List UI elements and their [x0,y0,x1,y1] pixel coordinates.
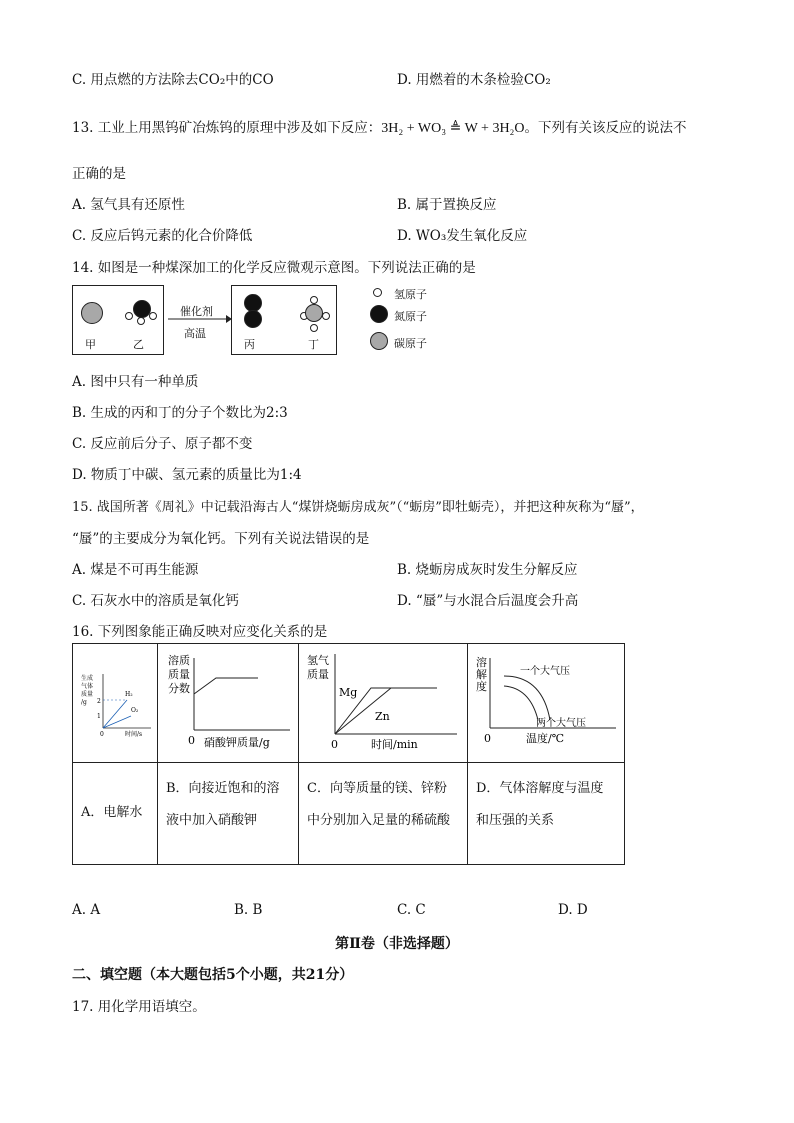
graph-a-ylabel: 生成气体质量/g [81,675,94,706]
graph-d-series-1atm: 一个大气压 [520,666,570,677]
q14-option-b: B. 生成的丙和丁的分子个数比为2:3 [72,405,288,421]
graph-d-cell [468,644,625,763]
legend-hydrogen-label: 氢原子 [394,288,427,301]
hydrogen-atom [322,312,330,320]
graph-a-series-h2: H₂ [125,691,133,698]
graph-c-ylabel-1: 氢气 [307,654,329,667]
graph-a-ytick-1: 1 [97,713,101,720]
q13-stem [72,116,687,137]
graph-c-xlabel: 时间/min [371,738,418,751]
q16-graph-table [72,643,625,865]
label-ding: 丁 [308,338,319,351]
q15-option-b: B. 烧蛎房成灰时发生分解反应 [397,562,578,578]
hydrogen-atom [310,324,318,332]
q16-option-d: D. D [558,902,588,918]
graph-a-series-o2: O₂ [131,707,139,714]
graph-b-xlabel: 硝酸钾质量/g [204,736,270,749]
carbon-atom [81,302,103,324]
reactants-box [72,285,164,355]
q15-option-a: A. 煤是不可再生能源 [72,562,199,578]
q13-option-d: D. WO₃发生氧化反应 [397,228,528,244]
graph-d-series-2atm: 两个大气压 [536,718,586,729]
desc-c-cell [299,763,468,865]
products-box [231,285,337,355]
graph-c-ylabel-2: 质量 [307,668,329,681]
graph-d-xlabel: 温度/℃ [526,732,565,745]
q13-stem-post: 。下列有关该反应的说法不 [524,120,687,136]
carbon-atom [305,304,323,322]
hydrogen-atom [125,312,133,320]
graph-d-ylabel-3: 度 [476,680,487,693]
q15-stem-line2: “蜃”的主要成分为氧化钙。下列有关说法错误的是 [72,531,370,547]
condition-high-temp: 高温 [184,327,206,340]
desc-d-cell [468,763,625,865]
hydrogen-atom [137,317,145,325]
graph-c-origin: 0 [331,738,338,751]
q16-option-b: B. B [234,902,263,918]
legend-nitrogen-icon [370,305,388,323]
q14-option-c: C. 反应前后分子、原子都不变 [72,436,253,452]
nitrogen-atom [244,310,262,328]
label-bing: 丙 [244,338,255,351]
q15-option-c: C. 石灰水中的溶质是氧化钙 [72,593,239,609]
desc-a: A．电解水 [81,805,143,820]
q17-stem: 17. 用化学用语填空。 [72,999,206,1015]
graph-d-origin: 0 [484,732,491,745]
graph-a-cell [73,644,158,763]
legend-carbon-label: 碳原子 [394,337,427,350]
graph-b-ylabel-3: 分数 [168,682,190,695]
section-title: 第Ⅱ卷（非选择题） [335,936,459,952]
part2-heading: 二、填空题（本大题包括5个小题，共21分） [72,967,354,983]
graph-c-series-zn: Zn [375,710,390,723]
q14-option-a: A. 图中只有一种单质 [72,374,199,390]
graph-b-ylabel-2: 质量 [168,668,190,681]
q15-option-d: D. “蜃”与水混合后温度会升高 [397,593,579,609]
graph-a [73,644,157,758]
q13-option-a: A. 氢气具有还原性 [72,197,185,213]
graph-a-origin: 0 [100,731,104,738]
graph-b [158,644,298,758]
graph-d-ylabel-1: 溶 [476,656,487,669]
graph-b-origin: 0 [188,734,195,747]
graph-d [468,644,624,758]
q12-option-c: C. 用点燃的方法除去CO₂中的CO [72,72,274,88]
desc-a-cell [73,763,158,865]
q13-stem-pre: 13. 工业上用黑钨矿冶炼钨的原理中涉及如下反应： [72,120,382,136]
graph-b-ylabel-1: 溶质 [168,654,190,667]
desc-c: C．向等质量的镁、锌粉中分别加入足量的稀硫酸 [307,781,451,828]
graph-c [299,644,467,758]
desc-b: B．向接近饱和的溶液中加入硝酸钾 [166,781,280,828]
graph-c-series-mg: Mg [339,686,358,699]
graph-b-cell [158,644,299,763]
q14-stem: 14. 如图是一种煤深加工的化学反应微观示意图。下列说法正确的是 [72,260,476,276]
q16-option-a: A. A [72,902,101,918]
graph-c-cell [299,644,468,763]
q14-option-d: D. 物质丁中碳、氢元素的质量比为1:4 [72,467,302,483]
label-jia: 甲 [85,338,96,351]
q13-equation: 3H₂ + WO₃ ≜ W + 3H₂O [381,121,525,136]
desc-b-cell [158,763,299,865]
legend-nitrogen-label: 氮原子 [394,310,427,323]
hydrogen-atom [149,312,157,320]
graph-d-ylabel-2: 解 [476,668,487,681]
hydrogen-atom [310,296,318,304]
desc-d: D．气体溶解度与温度和压强的关系 [476,781,604,828]
graph-a-ytick-2: 2 [97,698,101,705]
legend-carbon-icon [370,332,388,350]
reaction-arrow-icon [168,314,232,324]
label-yi: 乙 [133,338,144,351]
q15-stem-line1: 15. 战国所著《周礼》中记载沿海古人“煤饼烧蛎房成灰”（“蛎房”即牡蛎壳），并把这种灰称为“蜃”， [72,500,644,515]
q12-option-d: D. 用燃着的木条检验CO₂ [397,72,551,88]
q16-option-c: C. C [397,902,426,918]
q13-option-c: C. 反应后钨元素的化合价降低 [72,228,253,244]
graph-a-xlabel: 时间/s [125,731,143,738]
q16-stem: 16. 下列图象能正确反映对应变化关系的是 [72,624,328,640]
legend-hydrogen-icon [373,288,382,297]
condition-catalyst: 催化剂 [180,305,213,318]
q13-option-b: B. 属于置换反应 [397,197,497,213]
q13-stem-line2: 正确的是 [72,166,126,182]
